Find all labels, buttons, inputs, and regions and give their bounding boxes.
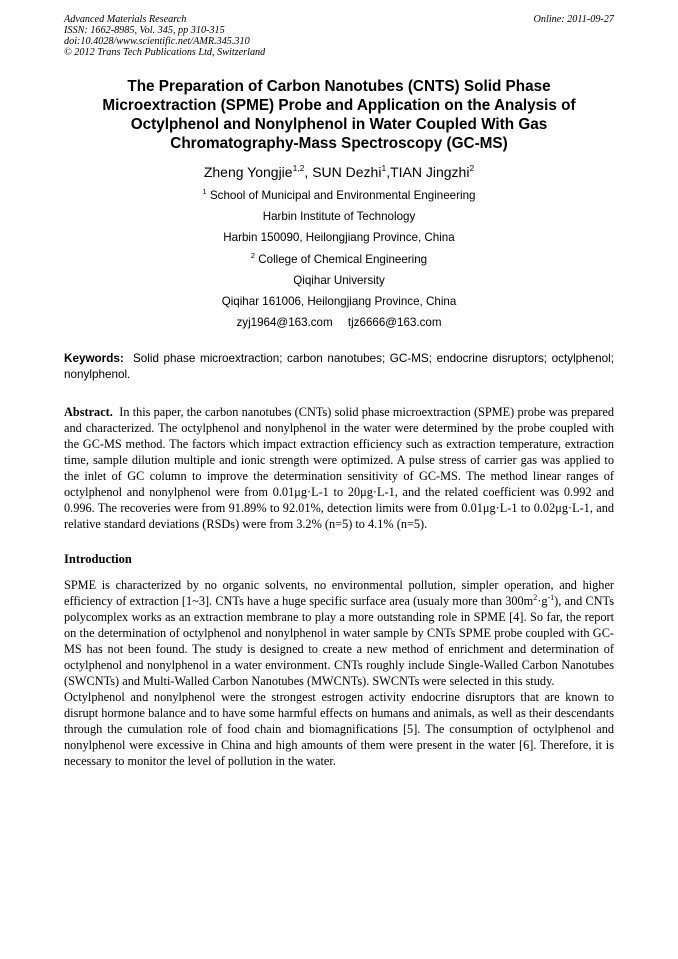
author-list: [64, 163, 614, 181]
author-affil-mark: 1,2: [292, 163, 305, 173]
affiliation-institution: Harbin Institute of Technology: [262, 210, 416, 224]
journal-issn: ISSN: 1662-8985, Vol. 345, pp 310-315: [64, 25, 225, 36]
journal-name: Advanced Materials Research: [64, 14, 187, 25]
author-emails: [64, 312, 614, 333]
keywords-section: [64, 351, 614, 382]
abstract-section: [64, 404, 614, 532]
keywords-text: Solid phase microextraction; carbon nanotubes; GC-MS; endocrine disruptors; octylphenol; nonylphenol.: [64, 352, 615, 381]
journal-doi: doi:10.4028/www.scientific.net/AMR.345.310: [64, 36, 250, 47]
paper-page: [64, 14, 614, 769]
author-name: Zheng Yongjie: [203, 164, 293, 180]
affiliations: [64, 185, 614, 333]
email-link[interactable]: zyj1964@163.com: [236, 316, 333, 330]
body-paragraph: SPME is characterized by no organic solvents, no environmental pollution, simpler operation, and higher efficiency of extraction [1~3]. CNTs have a huge specific surface area (usualy more than $300m^2\cdot g^{-1}$), and CNTs polycomplex works as an extraction membrane to play a more outstanding role in SPME [4]. So far, the report on the determination of octylphenol and nonylphenol in water sample by CNTs SPME probe coupled with GC-MS has not been found. The study is designed to create a new method of enrichment and determination of octylphenol and nonylphenol in a water environment. CNTs roughly include Single-Walled Carbon Nanotubes (SWCNTs) and Multi-Walled Carbon Nanotubes (MWCNTs). SWCNTs were selected in this study.: [64, 578, 614, 689]
abstract-text: In this paper, the carbon nanotubes (CNTs) solid phase microextraction (SPME) probe was prepared and characterized. The octylphenol and nonylphenol in the water were determined by the probe coupled with the GC-MS method. The factors which impact extraction efficiency such as extraction temperature, extraction time, sample dilution multiple and ionic strength were optimized. A pulse stress of carrier gas was applied to the inlet of GC column to improve the determination sensitivity of GC-MS. The method linear ranges of octylphenol and nonylphenol were from 0.01μg·L-1 to 20μg·L-1, and the related coefficient was 0.992 and 0.996. The recoveries were from 91.89% to 92.01%, detection limits were from 0.01μg·L-1 to 0.02μg·L-1, and relative standard deviations (RSDs) were from 3.2% (n=5) to 4.1% (n=5).: [64, 405, 614, 532]
affil-mark: 2: [250, 250, 256, 260]
journal-info: [64, 14, 614, 58]
section-heading: Introduction: [64, 552, 132, 567]
affiliation-school: $^2$ College of Chemical Engineering: [250, 250, 428, 266]
affiliation-institution: Qiqihar University: [293, 273, 385, 287]
abstract-label: Abstract.: [64, 405, 113, 420]
paper-title: The Preparation of Carbon Nanotubes (CNTS) Solid Phase Microextraction (SPME) Probe and Application on the Analysis of Octylphenol and Nonylphenol in Water Coupled With Gas Chromatography-Mass Spectroscopy (GC-MS): [102, 78, 576, 152]
body-paragraph: Octylphenol and nonylphenol were the strongest estrogen activity endocrine disruptors that are known to disrupt hormone balance and to have some harmful effects on humans and animals, as well as their descendants through the cumulation role of food chain and biomagnifications [5]. The consumption of octylphenol and nonylphenol were excessive in China and high amounts of them were present in the water [6]. Therefore, it is necessary to monitor the level of pollution in the water.: [64, 690, 614, 769]
affil-mark: 1: [202, 187, 207, 196]
email-link[interactable]: tjz6666@163.com: [347, 316, 442, 330]
author-affil-mark: 2: [469, 163, 475, 173]
journal-header: [64, 14, 614, 64]
affiliation-address: Qiqihar 161006, Heilongjiang Province, China: [221, 295, 457, 309]
author-name: ,TIAN Jingzhi: [386, 164, 470, 180]
journal-copyright: © 2012 Trans Tech Publications Ltd, Switzerland: [64, 47, 266, 58]
affiliation-school: $^1$ School of Municipal and Environmental Engineering: [202, 187, 476, 202]
affiliation-address: Harbin 150090, Heilongjiang Province, China: [223, 231, 455, 245]
author-affil-mark: 1: [381, 163, 387, 173]
keywords-label: Keywords:: [64, 352, 124, 366]
online-date: Online: 2011-09-27: [533, 14, 614, 25]
author-name: , SUN Dezhi: [304, 164, 382, 180]
